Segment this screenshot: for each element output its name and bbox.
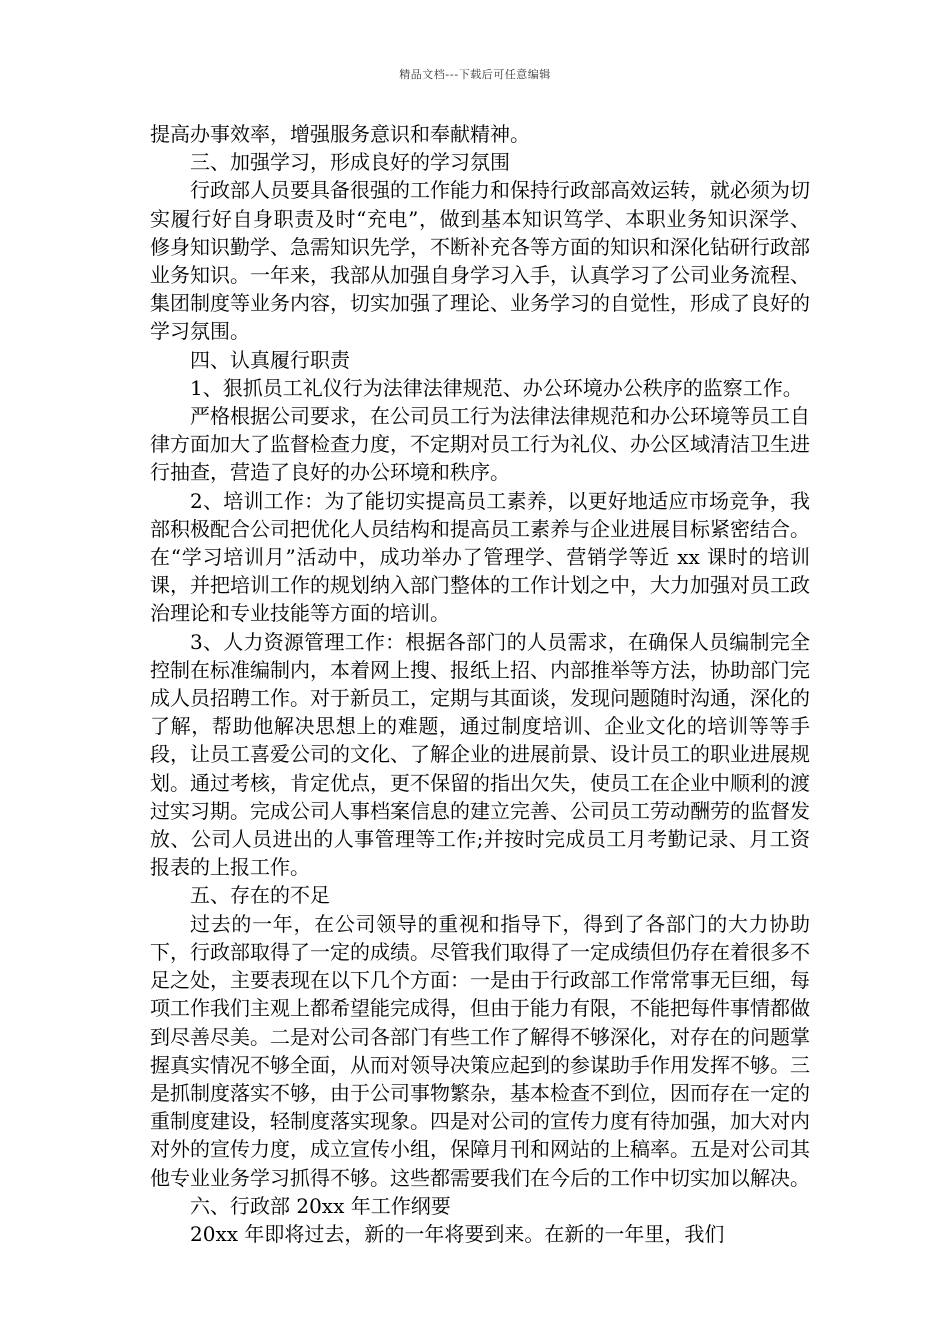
paragraph-item-3: 3、人力资源管理工作：根据各部门的人员需求，在确保人员编制完全控制在标准编制内，本着网上搜、报纸上招、内部推举等方法，协助部门完成人员招聘工作。对于新员工，定期与其面谈，发现问题随时沟通，深化的了解，帮助他解决思想上的难题，通过制度培训、企业文化的培训等等手段，让员工喜爱公司的文化、了解企业的进展前景、设计员工的职业进展规划。通过考核，肯定优点，更不保留的指出欠失，使员工在企业中顺利的渡过实习期。完成公司人事档案信息的建立完善、公司员工劳动酬劳的监督发放、公司人员进出的人事管理等工作;并按时完成员工月考勤记录、月工资报表的上报工作。 <box>150 629 810 880</box>
paragraph-shortcomings: 过去的一年，在公司领导的重视和指导下，得到了各部门的大力协助下，行政部取得了一定的成绩。尽管我们取得了一定成绩但仍存在着很多不足之处，主要表现在以下几个方面：一是由于行政部工作常常事无巨细，每项工作我们主观上都希望能完成得，但由于能力有限，不能把每件事情都做到尽善尽美。二是对公司各部门有些工作了解得不够深化，对存在的问题掌握真实情况不够全面，从而对领导决策应起到的参谋助手作用发挥不够。三是抓制度落实不够，由于公司事物繁杂，基本检查不到位，因而存在一定的重制度建设，轻制度落实现象。四是对公司的宣传力度有待加强，加大对内对外的宣传力度，成立宣传小组，保障月刊和网站的上稿率。五是对公司其他专业业务学习抓得不够。这些都需要我们在今后的工作中切实加以解决。 <box>150 911 810 1190</box>
paragraph-discipline: 严格根据公司要求，在公司员工行为法律法律规范和办公环境等员工自律方面加大了监督检查力度，不定期对员工行为礼仪、办公区域清洁卫生进行抽查，营造了良好的办公环境和秩序。 <box>150 404 810 485</box>
section-heading-5: 五、存在的不足 <box>190 883 330 908</box>
section-heading-4: 四、认真履行职责 <box>190 347 350 372</box>
paragraph-outlook: 20xx 年即将过去，新的一年将要到来。在新的一年里，我们 <box>190 1221 725 1246</box>
section-heading-3: 三、加强学习，形成良好的学习氛围 <box>190 150 510 175</box>
paragraph-study: 行政部人员要具备很强的工作能力和保持行政部高效运转，就必须为切实履行好自身职责及时“充电”，做到基本知识笃学、本职业务知识深学、修身知识勤学、急需知识先学，不断补充各等方面的知识和深化钻研行政部业务知识。一年来，我部从加强自身学习入手，认真学习了公司业务流程、集团制度等业务内容，切实加强了理论、业务学习的自觉性，形成了良好的学习氛围。 <box>150 178 810 344</box>
paragraph-continuation: 提高办事效率，增强服务意识和奉献精神。 <box>150 122 530 146</box>
document-body <box>150 120 810 1248</box>
paragraph-item-2: 2、培训工作：为了能切实提高员工素养，以更好地适应市场竞争，我部积极配合公司把优化人员结构和提高员工素养与企业进展目标紧密结合。在“学习培训月”活动中，成功举办了管理学、营销学等近 xx 课时的培训课，并把培训工作的规划纳入部门整体的工作计划之中，大力加强对员工政治理论和专业技能等方面的培训。 <box>150 488 810 626</box>
paragraph-item-1: 1、狠抓员工礼仪行为法律法律规范、办公环境办公秩序的监察工作。 <box>190 375 803 400</box>
page-header: 精品文档---下载后可任意编辑 <box>399 68 551 81</box>
section-heading-6: 六、行政部 20xx 年工作纲要 <box>190 1193 451 1218</box>
header-divider <box>60 84 890 85</box>
